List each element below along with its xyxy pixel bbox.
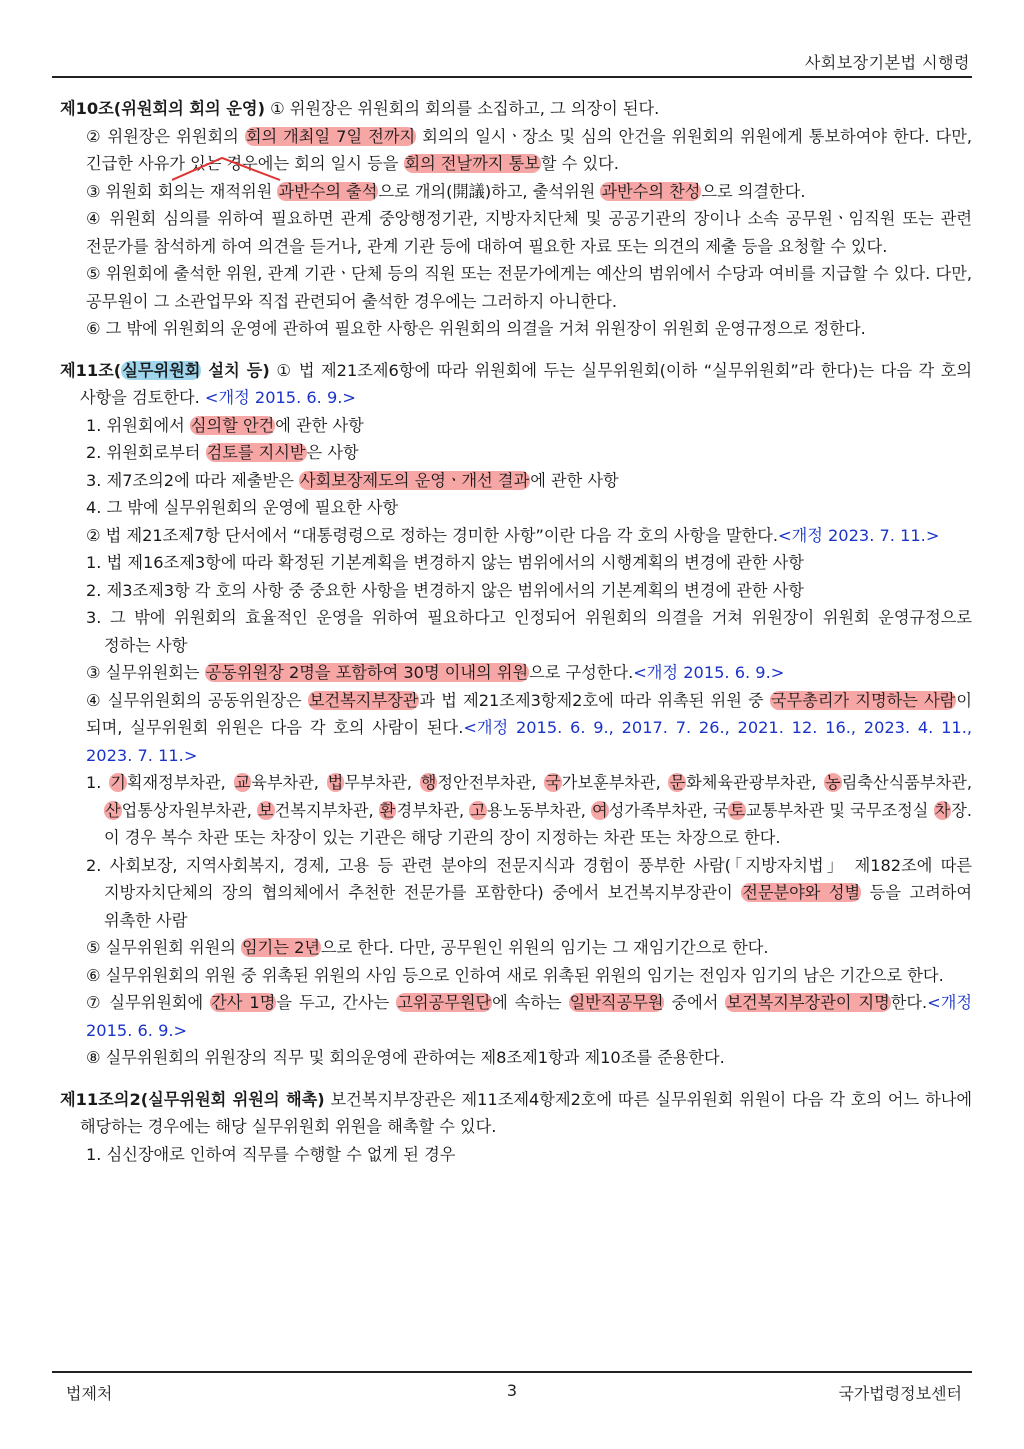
paragraph: ⑥ 그 밖에 위원회의 운영에 관하여 필요한 사항은 위원회의 의결을 거쳐 위원장이 위원회 운영규정으로 정한다.	[86, 319, 866, 338]
highlight-mark: 법	[327, 773, 344, 792]
highlight-mark: 토	[729, 800, 746, 820]
list-item: 1. 위원회에서 심의할 안건에 관한 사항	[86, 415, 364, 435]
highlight-mark: 행	[420, 773, 437, 792]
highlight-mark: 여	[592, 800, 608, 820]
highlight-mark: 농	[825, 773, 841, 792]
footer-source: 국가법령정보센터	[838, 1384, 962, 1403]
amendment-note: <개정 2015. 6. 9.>	[633, 663, 785, 682]
paragraph: ④ 실무위원회의 공동위원장은 보건복지부장관과 법 제21조제3항제2호에 따라 위촉된 위원 중 국무총리가 지명하는 사람이 되며, 실무위원회 위원은 다음 각 호의 사람이 된다.<개정 2015. 6. 9., 2017. 7. 26., 2021. 12. 16., 2023. 4. 11., 2023. 7. 11.>	[86, 690, 973, 765]
paragraph: ② 법 제21조제7항 단서에서 “대통령령으로 정하는 경미한 사항”이란 다음 각 호의 사항을 말한다.<개정 2023. 7. 11.>	[86, 525, 940, 545]
list-item: 4. 그 밖에 실무위원회의 운영에 필요한 사항	[86, 498, 399, 517]
amendment-note: <개정 2023. 7. 11.>	[778, 525, 940, 545]
highlight-mark: 간사 1명	[211, 993, 276, 1012]
highlight-mark: 기	[110, 773, 126, 792]
paragraph: ③ 실무위원회는 공동위원장 2명을 포함하여 30명 이내의 위원으로 구성한다.<개정 2015. 6. 9.>	[86, 663, 785, 682]
list-item: 1. 심신장애로 인하여 직무를 수행할 수 없게 된 경우	[86, 1144, 456, 1164]
highlight-mark: 국	[545, 773, 561, 792]
highlight-mark: 일반직공무원	[569, 993, 664, 1012]
amendment-note: <개정 2015. 6. 9.>	[86, 993, 972, 1040]
highlight-mark: 보건복지부장관이 지명	[726, 993, 890, 1012]
highlight-mark: 전문분야와 성별	[742, 883, 861, 902]
highlight-mark: 회의 개최일 7일 전까지	[245, 126, 416, 146]
list-item: 3. 제7조의2에 따라 제출받은 사회보장제도의 운영ㆍ개선 결과에 관한 사항	[86, 470, 619, 490]
highlight-mark: 사회보장제도의 운영ㆍ개선 결과	[300, 470, 530, 490]
highlight-mark: 산	[105, 800, 121, 820]
highlight-mark: 문	[669, 773, 686, 792]
paragraph: ⑧ 실무위원회의 위원장의 직무 및 회의운영에 관하여는 제8조제1항과 제10조를 준용한다.	[86, 1048, 725, 1067]
document-body	[60, 95, 972, 1168]
article-title: 제10조(위원회의 회의 운영)	[60, 99, 265, 118]
section-gap	[60, 343, 972, 357]
list-item: 3. 그 밖에 위원회의 효율적인 운영을 위하여 필요하다고 인정되어 위원회의 의결을 거쳐 위원장이 위원회 운영규정으로 정하는 사항	[86, 608, 972, 655]
amendment-note: <개정 2015. 6. 9., 2017. 7. 26., 2021. 12. 16., 2023. 4. 11., 2023. 7. 11.>	[86, 718, 972, 765]
highlight-mark: 고	[470, 800, 486, 820]
highlight-mark: 검토를 지시받	[206, 443, 306, 462]
paragraph: ② 위원장은 위원회의 회의 개최일 7일 전까지 회의의 일시ㆍ장소 및 심의 안건을 위원회의 위원에게 통보하여야 한다. 다만, 긴급한 사유가 있는 경우에는 회의 일시 등을 회의 전날까지 통보할 수 있다.	[86, 126, 972, 173]
paragraph: ④ 위원회 심의를 위하여 필요하면 관계 중앙행정기관, 지방자치단체 및 공공기관의 장이나 소속 공무원ㆍ임직원 또는 관련 전문가를 참석하게 하여 의견을 듣거나, 관계 기관 등에 대하여 필요한 자료 또는 의견의 제출 등을 요청할 수 있다.	[86, 209, 972, 256]
highlight-mark: 회의 전날까지 통보	[404, 154, 540, 173]
footer-publisher: 법제처	[66, 1384, 113, 1403]
highlight-mark: 고위공무원단	[397, 993, 492, 1012]
section-gap	[60, 1072, 972, 1086]
paragraph: ⑥ 실무위원회의 위원 중 위촉된 위원의 사임 등으로 인하여 새로 위촉된 위원의 임기는 전임자 임기의 남은 기간으로 한다.	[86, 965, 944, 985]
highlight-mark: 보	[258, 800, 274, 820]
highlight-mark: 과반수의 출석	[278, 181, 378, 201]
highlight-mark: 과반수의 찬성	[601, 181, 701, 201]
footer-page-number: 3	[506, 1381, 518, 1400]
article-title: 제11조의2(실무위원회 위원의 해촉)	[60, 1089, 325, 1109]
list-item: 2. 위원회로부터 검토를 지시받은 사항	[86, 443, 359, 462]
amendment-note: <개정 2015. 6. 9.>	[204, 388, 356, 407]
highlight-mark: 공동위원장 2명을 포함하여 30명 이내의 위원	[205, 663, 529, 682]
list-item: 2. 제3조제3항 각 호의 사항 중 중요한 사항을 변경하지 않은 범위에서의 기본계획의 변경에 관한 사항	[86, 580, 804, 600]
highlight-mark: 국무총리가 지명하는 사람	[770, 690, 956, 710]
highlight-mark: 심의할 안건	[190, 415, 275, 435]
paragraph: ⑦ 실무위원회에 간사 1명을 두고, 간사는 고위공무원단에 속하는 일반직공무원 중에서 보건복지부장관이 지명한다.<개정 2015. 6. 9.>	[86, 993, 972, 1040]
highlight-mark: 차	[934, 800, 951, 820]
paragraph: ⑤ 실무위원회 위원의 임기는 2년으로 한다. 다만, 공무원인 위원의 임기는 그 재임기간으로 한다.	[86, 938, 769, 957]
article-heading: 제11조의2(실무위원회 위원의 해촉) 보건복지부장관은 제11조제4항제2호에 따른 실무위원회 위원이 다음 각 호의 어느 하나에 해당하는 경우에는 해당 실무위원회 위원을 해촉할 수 있다.	[60, 1089, 972, 1136]
list-item: 1. 기획재정부차관, 교육부차관, 법무부차관, 행정안전부차관, 국가보훈부차관, 문화체육관광부차관, 농림축산식품부차관, 산업통상자원부차관, 보건복지부차관, 환경부차관, 고용노동부차관, 여성가족부차관, 국토교통부차관 및 국무조정실 차장. 이 경우 복수 차관 또는 차장이 있는 기관은 해당 기관의 장이 지정하는 차관 또는 차장으로 한다.	[86, 773, 972, 847]
list-item: 1. 법 제16조제3항에 따라 확정된 기본계획을 변경하지 않는 범위에서의 시행계획의 변경에 관한 사항	[86, 553, 804, 572]
highlight-mark: 임기는 2년	[242, 938, 321, 957]
article-art11-2	[60, 1086, 972, 1169]
paragraph: ⑤ 위원회에 출석한 위원, 관계 기관ㆍ단체 등의 직원 또는 전문가에게는 예산의 범위에서 수당과 여비를 지급할 수 있다. 다만, 공무원이 그 소관업무와 직접 관련되어 출석한 경우에는 그러하지 아니한다.	[86, 264, 972, 311]
highlight-mark: 실무위원회	[122, 360, 201, 380]
article-art10	[60, 95, 972, 343]
highlight-mark: 환	[379, 800, 396, 820]
article-art11	[60, 357, 972, 1072]
list-item: 2. 사회보장, 지역사회복지, 경제, 고용 등 관련 분야의 전문지식과 경험이 풍부한 사람(「지방자치법」 제182조에 따른 지방자치단체의 장의 협의체에서 추천한 전문가를 포함한다) 중에서 보건복지부장관이 전문분야와 성별 등을 고려하여 위촉한 사람	[86, 855, 972, 930]
document-header-title: 사회보장기본법 시행령	[804, 53, 970, 72]
header-rule	[52, 76, 972, 78]
article-title: 제11조(실무위원회 설치 등)	[60, 360, 270, 380]
article-heading: 제10조(위원회의 회의 운영) ① 위원장은 위원회의 회의를 소집하고, 그 의장이 된다.	[60, 99, 660, 118]
footer-rule	[52, 1371, 972, 1373]
article-heading: 제11조(실무위원회 설치 등) ① 법 제21조제6항에 따라 위원회에 두는 실무위원회(이하 “실무위원회”라 한다)는 다음 각 호의 사항을 검토한다. <개정 2015. 6. 9.>	[60, 360, 972, 407]
paragraph: ③ 위원회 회의는 재적위원 과반수의 출석으로 개의(開議)하고, 출석위원 과반수의 찬성으로 의결한다.	[86, 181, 806, 201]
highlight-mark: 보건복지부장관	[308, 690, 419, 710]
highlight-mark: 교	[234, 773, 251, 792]
